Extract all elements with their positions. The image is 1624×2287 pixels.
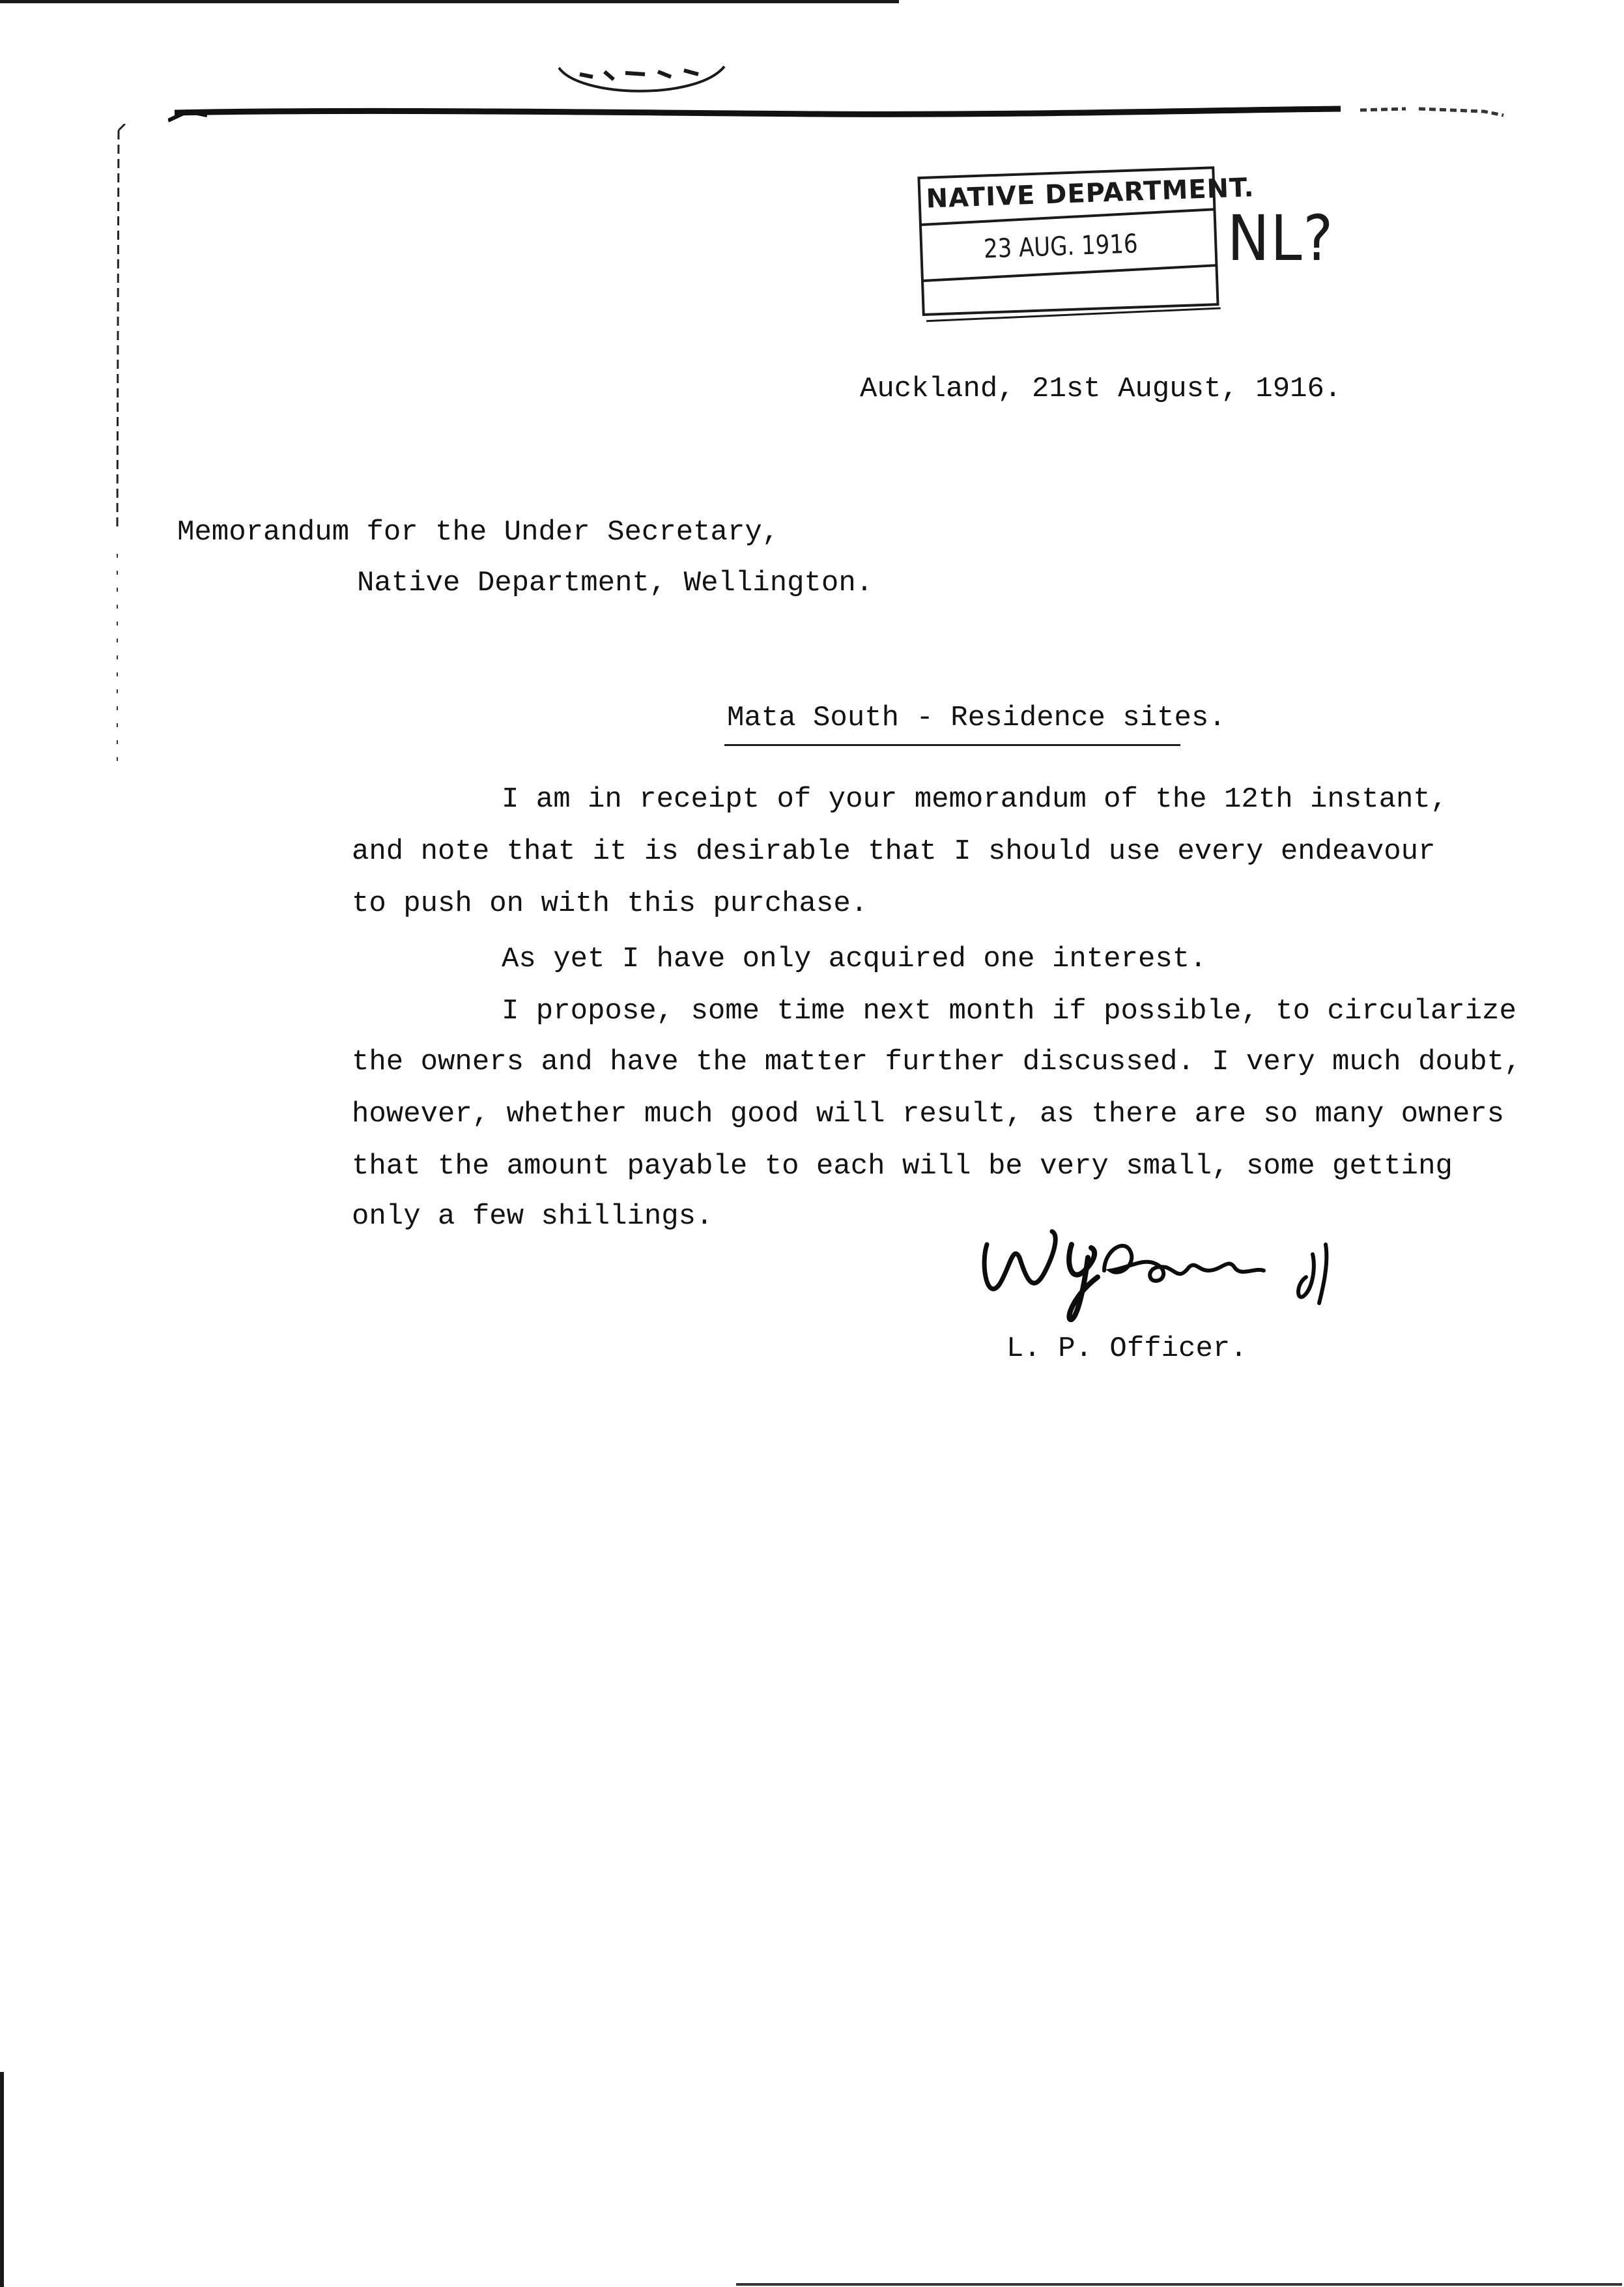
body-line: As yet I have only acquired one interest. (502, 943, 1207, 975)
addressee-line: Memorandum for the Under Secretary, (177, 516, 780, 549)
body-line: the owners and have the matter further discussed. I very much doubt, (352, 1046, 1522, 1078)
letterhead-rule (168, 101, 1510, 127)
handwritten-signature (974, 1205, 1378, 1323)
binding-margin-marks (111, 124, 130, 775)
body-line: however, whether much good will result, as there are so many owners (352, 1098, 1505, 1130)
body-line: only a few shillings. (352, 1200, 713, 1233)
body-line: and note that it is desirable that I should use every endeavour (352, 835, 1436, 868)
stamp-department: NATIVE DEPARTMENT. (925, 173, 1255, 214)
scan-edge-top (0, 0, 899, 3)
stamp-date: 23 AUG. 1916 (983, 229, 1139, 265)
body-line: to push on with this purchase. (352, 887, 868, 920)
body-line: I propose, some time next month if possible, to circularize (502, 995, 1517, 1028)
body-line: I am in receipt of your memorandum of the 12th instant, (502, 783, 1448, 816)
scan-edge-bottom (736, 2283, 1622, 2286)
stamp-annotation: NL? (1227, 202, 1335, 275)
addressee-line: Native Department, Wellington. (357, 567, 874, 599)
signatory-title: L. P. Officer. (1006, 1332, 1247, 1365)
subject-underline (724, 744, 1180, 746)
subject-line: Mata South - Residence sites. (727, 702, 1226, 734)
received-date-stamp (915, 154, 1255, 328)
scan-edge-left (0, 2072, 4, 2287)
body-line: that the amount payable to each will be very small, some getting (352, 1150, 1453, 1183)
place-and-date: Auckland, 21st August, 1916. (860, 373, 1342, 405)
file-number-mark (554, 60, 730, 99)
